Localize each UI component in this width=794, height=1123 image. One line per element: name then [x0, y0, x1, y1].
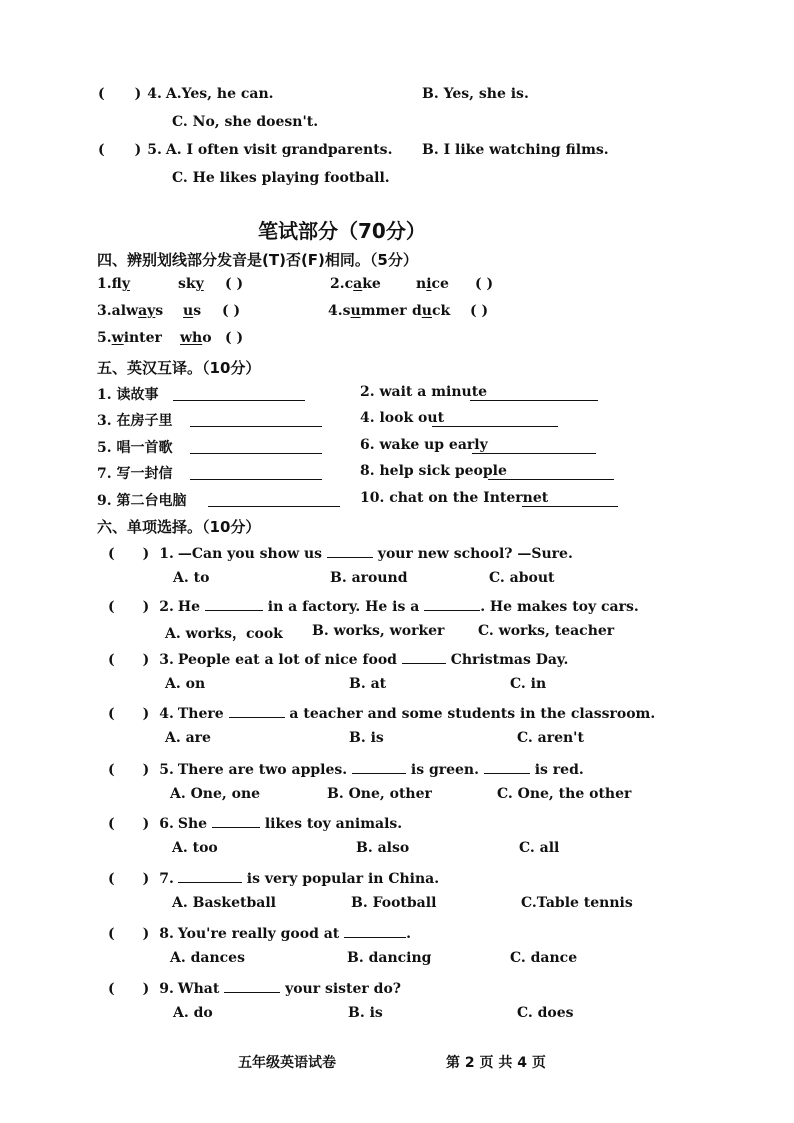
answer-blank[interactable]: [212, 813, 260, 828]
translation-item: 3. 在房子里: [97, 413, 173, 429]
answer-paren-close: ): [134, 142, 142, 158]
question-text: [178, 762, 584, 778]
option-a: A. I often visit grandparents.: [165, 142, 393, 158]
underlined-letters: w: [111, 330, 124, 346]
translation-item: 8. help sick people: [360, 463, 507, 479]
item-number: 1.: [97, 276, 112, 292]
translation-item: 5. 唱一首歌: [97, 440, 173, 456]
underlined-letters: u: [183, 303, 194, 319]
choice-question: [108, 543, 573, 562]
question-text-part: your sister do?: [280, 981, 402, 997]
answer-paren-open: (: [98, 86, 105, 102]
pronunciation-item: [97, 330, 162, 346]
answer-paren-close[interactable]: ): [142, 926, 150, 942]
option-b: B. is: [348, 1005, 383, 1021]
option-b: B. Football: [351, 895, 437, 911]
option-a: A. are: [165, 730, 211, 746]
word-part: s: [193, 303, 202, 319]
word-part: ck: [431, 303, 451, 319]
choice-question: [108, 868, 439, 887]
question-text: [178, 706, 655, 722]
choice-question: [108, 923, 411, 942]
word-part: s: [155, 303, 164, 319]
word-part: n: [416, 276, 427, 292]
answer-blank[interactable]: [484, 759, 530, 774]
answer-blank[interactable]: [190, 439, 322, 454]
answer-paren-close: ): [134, 86, 142, 102]
answer-blank[interactable]: [470, 386, 598, 401]
section-5-heading: 五、英汉互译。（10分）: [97, 359, 261, 377]
question-text-part: He: [177, 599, 205, 615]
answer-blank[interactable]: [432, 412, 558, 427]
pronunciation-item: [328, 303, 407, 319]
answer-paren-open[interactable]: (: [108, 546, 115, 562]
footer-title: 五年级英语试卷: [238, 1055, 336, 1071]
option-a: A. Basketball: [172, 895, 276, 911]
translation-item: 10. chat on the Internet: [360, 490, 549, 506]
question-text-part: What: [177, 981, 225, 997]
option-b: B. Yes, she is.: [422, 86, 529, 102]
question-text-part: in a factory. He is a: [262, 599, 425, 615]
pronunciation-item: [97, 276, 130, 292]
option-c: C.Table tennis: [521, 895, 633, 911]
option-c: C. aren't: [517, 730, 584, 746]
answer-paren-open: (: [98, 142, 105, 158]
option-c: C. in: [510, 676, 547, 692]
answer-paren[interactable]: ( ): [225, 276, 244, 292]
option-a: A. One, one: [170, 786, 261, 802]
question-text-part: You're really good at: [177, 926, 345, 942]
compare-word: [180, 330, 212, 346]
item-number: 3.: [97, 303, 112, 319]
answer-blank[interactable]: [224, 978, 280, 993]
answer-paren-open[interactable]: (: [108, 652, 115, 668]
answer-blank[interactable]: [205, 596, 263, 611]
question-number: 5.: [159, 762, 174, 778]
item-number: 5.: [97, 330, 112, 346]
question-text: [178, 926, 411, 942]
question-text: [178, 599, 639, 615]
page-number: 第 2 页 共 4 页: [446, 1055, 546, 1071]
question-text-part: People eat a lot of nice food: [177, 652, 402, 668]
answer-paren-open[interactable]: (: [108, 762, 115, 778]
option-a: A. to: [173, 570, 210, 586]
question-number: 6.: [159, 816, 174, 832]
item-number: 2.: [330, 276, 345, 292]
question-text-part: likes toy animals.: [259, 816, 403, 832]
question-number: 8.: [159, 926, 174, 942]
underlined-letters: u: [421, 303, 432, 319]
question-number: 1.: [159, 546, 174, 562]
question-number: 5.: [147, 142, 162, 158]
option-b: B. works, worker: [312, 623, 445, 639]
option-c: C. No, she doesn't.: [172, 114, 319, 130]
question-number: 9.: [159, 981, 174, 997]
question-text-part: is very popular in China.: [241, 871, 440, 887]
listening-question: [98, 142, 392, 158]
question-number: 4.: [159, 706, 174, 722]
question-number: 7.: [159, 871, 174, 887]
answer-paren-close[interactable]: ): [142, 546, 150, 562]
option-a: A. do: [173, 1005, 213, 1021]
question-text: [178, 652, 568, 668]
pronunciation-item: [97, 303, 163, 319]
option-b: B. around: [330, 570, 408, 586]
option-b: B. dancing: [347, 950, 432, 966]
translation-item: 7. 写一封信: [97, 466, 173, 482]
compare-word: [416, 276, 449, 292]
word-part: f: [111, 276, 122, 292]
underlined-letters: i: [426, 276, 432, 292]
answer-blank[interactable]: [424, 596, 480, 611]
underlined-letters: a: [353, 276, 363, 292]
answer-blank[interactable]: [472, 439, 596, 454]
underlined-letters: u: [350, 303, 361, 319]
pronunciation-item: [330, 276, 381, 292]
answer-paren[interactable]: ( ): [470, 303, 489, 319]
question-text: [178, 981, 401, 997]
question-text-part: is green.: [406, 762, 484, 778]
answer-paren-close[interactable]: ): [142, 599, 150, 615]
underlined-letters: ly: [121, 276, 130, 292]
word-part: o: [202, 330, 212, 346]
question-text-part: a teacher and some students in the classroom.: [284, 706, 656, 722]
question-text-part: . He makes toy cars.: [480, 599, 639, 615]
answer-paren[interactable]: ( ): [222, 303, 241, 319]
question-text-part: She: [177, 816, 212, 832]
option-c: C. all: [519, 840, 560, 856]
listening-question: [98, 86, 274, 102]
answer-paren-open[interactable]: (: [108, 816, 115, 832]
question-number: 2.: [159, 599, 174, 615]
option-b: B. at: [349, 676, 387, 692]
word-part: s: [342, 303, 351, 319]
answer-paren-close[interactable]: ): [142, 981, 150, 997]
option-c: C. does: [517, 1005, 574, 1021]
option-b: B. also: [356, 840, 410, 856]
option-b: B. I like watching films.: [422, 142, 609, 158]
answer-blank[interactable]: [344, 923, 406, 938]
option-c: C. dance: [510, 950, 578, 966]
answer-blank[interactable]: [173, 386, 305, 401]
answer-blank[interactable]: [522, 492, 618, 507]
translation-item: 4. look out: [360, 410, 445, 426]
translation-item: 2. wait a minute: [360, 384, 488, 400]
word-part: c: [344, 276, 354, 292]
section-6-heading: 六、单项选择。（10分）: [97, 518, 261, 536]
answer-blank[interactable]: [352, 759, 406, 774]
question-text: [178, 546, 573, 562]
answer-blank[interactable]: [327, 543, 373, 558]
answer-paren-close[interactable]: ): [142, 762, 150, 778]
word-part: sk: [178, 276, 196, 292]
underlined-letters: wh: [180, 330, 203, 346]
translation-item: 9. 第二台电脑: [97, 493, 187, 509]
option-a: A. dances: [170, 950, 245, 966]
underlined-letters: y: [195, 276, 204, 292]
choice-question: [108, 649, 568, 668]
translation-item: 6. wake up early: [360, 437, 488, 453]
answer-paren[interactable]: ( ): [225, 330, 244, 346]
question-text-part: Christmas Day.: [445, 652, 569, 668]
question-text-part: is red.: [529, 762, 584, 778]
section-4-heading: 四、辨别划线部分发音是(T)否(F)相同。（5分）: [97, 251, 418, 269]
option-a: A. works，cook: [165, 626, 283, 642]
option-b: B. One, other: [327, 786, 432, 802]
word-part: alw: [111, 303, 139, 319]
answer-blank[interactable]: [190, 412, 322, 427]
compare-word: [412, 303, 450, 319]
choice-question: [108, 813, 402, 832]
word-part: ce: [431, 276, 449, 292]
compare-word: [183, 303, 201, 319]
answer-paren-open[interactable]: (: [108, 981, 115, 997]
answer-paren-open[interactable]: (: [108, 599, 115, 615]
answer-paren-open[interactable]: (: [108, 871, 115, 887]
answer-blank[interactable]: [178, 868, 242, 883]
option-c: C. about: [489, 570, 555, 586]
question-text-part: There are two apples.: [177, 762, 352, 778]
question-text-part: .: [406, 926, 412, 942]
answer-blank[interactable]: [208, 492, 340, 507]
section-title: 笔试部分（70分）: [258, 219, 426, 243]
option-a: A. too: [172, 840, 218, 856]
compare-word: [178, 276, 204, 292]
answer-blank[interactable]: [402, 649, 446, 664]
question-text-part: There: [177, 706, 229, 722]
answer-blank[interactable]: [488, 465, 614, 480]
choice-question: [108, 759, 584, 778]
answer-paren-close[interactable]: ): [142, 871, 150, 887]
answer-paren-close[interactable]: ): [142, 816, 150, 832]
choice-question: [108, 703, 655, 722]
question-text-part: your new school? —Sure.: [372, 546, 573, 562]
item-number: 4.: [328, 303, 343, 319]
answer-paren-open[interactable]: (: [108, 706, 115, 722]
question-text-part: —Can you show us: [177, 546, 327, 562]
question-number: 4.: [147, 86, 162, 102]
option-b: B. is: [349, 730, 384, 746]
option-c: C. One, the other: [497, 786, 632, 802]
option-c: C. He likes playing football.: [172, 170, 390, 186]
question-text: [178, 871, 439, 887]
option-a: A.Yes, he can.: [165, 86, 274, 102]
question-number: 3.: [159, 652, 174, 668]
answer-paren-close[interactable]: ): [142, 706, 150, 722]
word-part: mmer: [360, 303, 407, 319]
question-text: [178, 816, 402, 832]
option-c: C. works, teacher: [478, 623, 615, 639]
answer-blank[interactable]: [190, 465, 322, 480]
answer-paren-open[interactable]: (: [108, 926, 115, 942]
answer-paren-close[interactable]: ): [142, 652, 150, 668]
word-part: d: [412, 303, 422, 319]
word-part: ke: [362, 276, 381, 292]
answer-blank[interactable]: [229, 703, 285, 718]
choice-question: [108, 978, 401, 997]
choice-question: [108, 596, 639, 615]
option-a: A. on: [165, 676, 206, 692]
translation-item: 1. 读故事: [97, 387, 159, 403]
underlined-letters: ay: [138, 303, 156, 319]
answer-paren[interactable]: ( ): [475, 276, 494, 292]
word-part: inter: [123, 330, 162, 346]
